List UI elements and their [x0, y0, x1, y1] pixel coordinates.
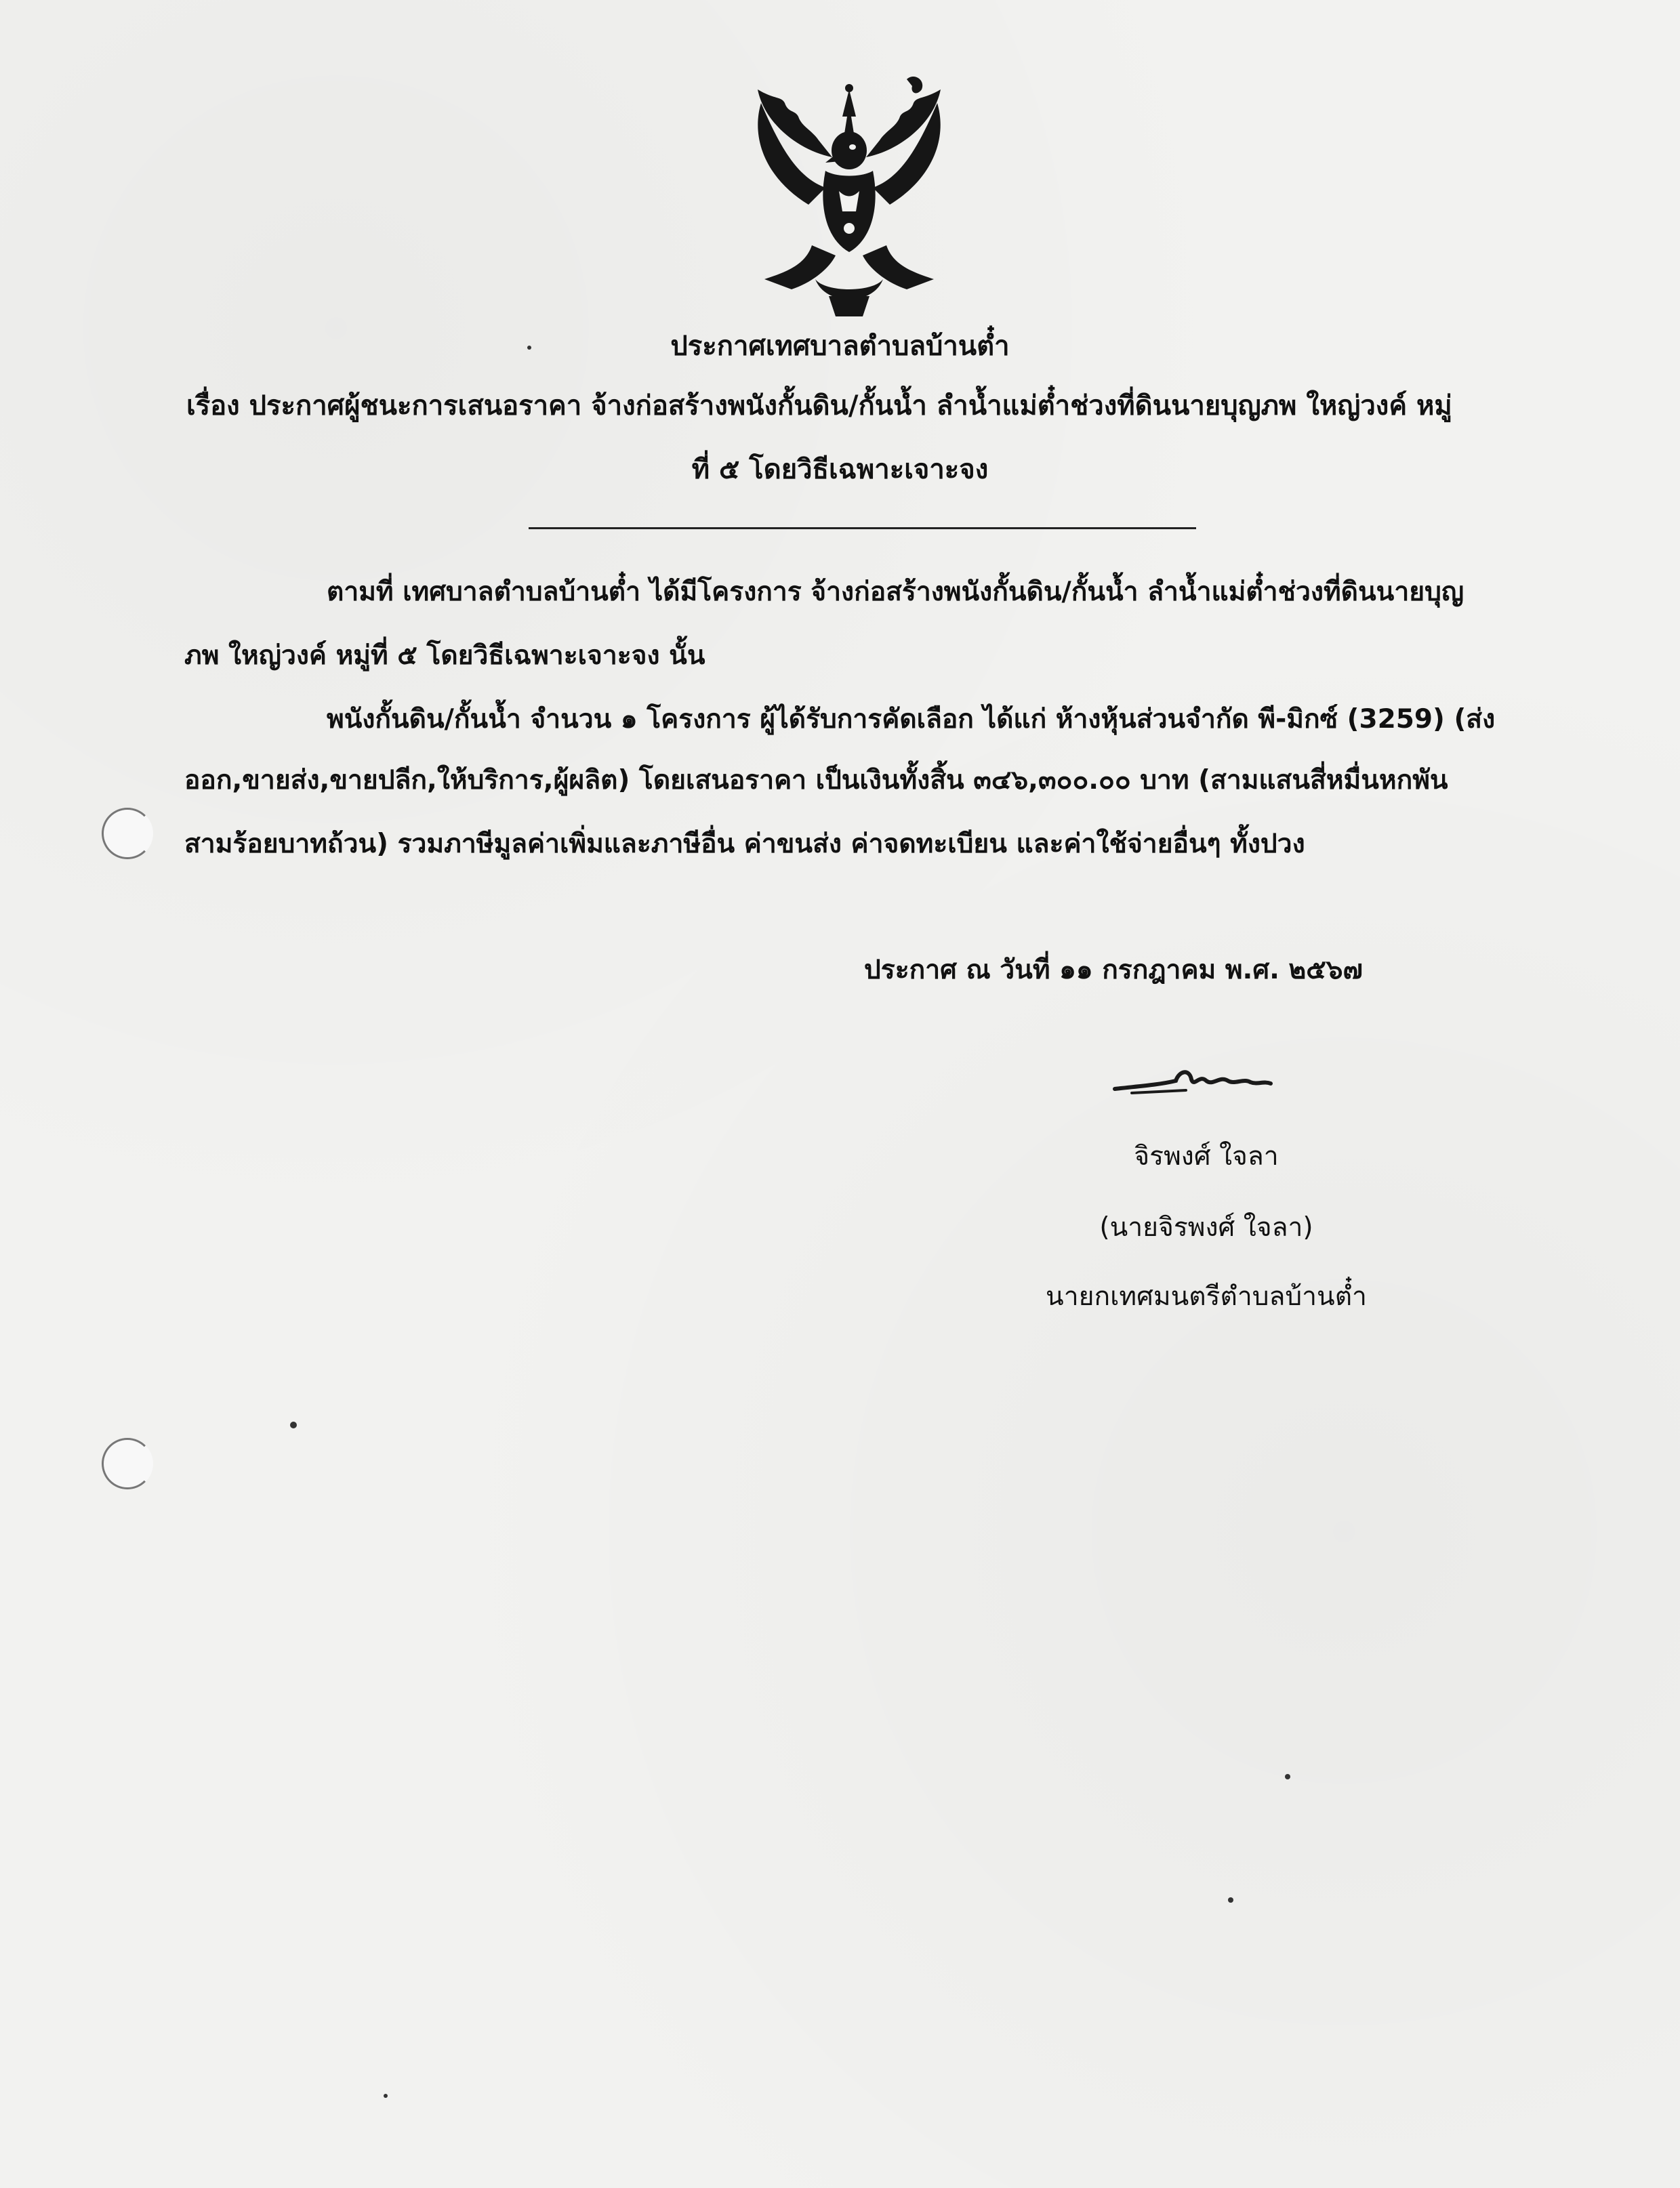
subject-line-2: ที่ ๕ โดยวิธีเฉพาะเจาะจง [691, 454, 989, 485]
signatory-name: จิรพงศ์ ใจลา [1134, 1141, 1279, 1172]
subject-line-1: เรื่อง ประกาศผู้ชนะการเสนอราคา จ้างก่อสร้างพนังกั้นดิน/กั้นน้ำ ลำน้ำแม่ต๋ำช่วงที่ดินนายบุญภพ ใหญ่วงค์ หมู่ [186, 390, 1452, 421]
title-divider [529, 527, 1196, 529]
body-paragraph-2-line-2: ออก,ขายส่ง,ขายปลีก,ให้บริการ,ผู้ผลิต) โดยเสนอราคา เป็นเงินทั้งสิ้น ๓๔๖,๓๐๐.๐๐ บาท (สามแสนสี่หมื่นหกพัน [184, 765, 1448, 796]
body-paragraph-2-line-3: สามร้อยบาทถ้วน) รวมภาษีมูลค่าเพิ่มและภาษีอื่น ค่าขนส่ง ค่าจดทะเบียน และค่าใช้จ่ายอื่นๆ ทั้งปวง [184, 829, 1305, 859]
hole-punch [102, 808, 153, 859]
signature-mark [1111, 1060, 1274, 1101]
document-title: ประกาศเทศบาลตำบลบ้านต๋ำ [670, 331, 1010, 362]
scan-speck [527, 346, 531, 350]
scan-speck [384, 2094, 388, 2098]
signatory-full-name: (นายจิรพงศ์ ใจลา) [1099, 1212, 1313, 1243]
body-paragraph-1-line-2: ภพ ใหญ่วงค์ หมู่ที่ ๕ โดยวิธีเฉพาะเจาะจง นั้น [184, 640, 705, 671]
body-paragraph-1-line-1: ตามที่ เทศบาลตำบลบ้านต๋ำ ได้มีโครงการ จ้างก่อสร้างพนังกั้นดิน/กั้นน้ำ ลำน้ำแม่ต๋ำช่วงที่ดินนายบุญ [327, 577, 1464, 607]
body-paragraph-2-line-1: พนังกั้นดิน/กั้นน้ำ จำนวน ๑ โครงการ ผู้ได้รับการคัดเลือก ได้แก่ ห้างหุ้นส่วนจำกัด พี-มิกซ์ (3259) (ส่ง [327, 704, 1496, 735]
announce-date: ประกาศ ณ วันที่ ๑๑ กรกฎาคม พ.ศ. ๒๕๖๗ [864, 955, 1363, 985]
signatory-position: นายกเทศมนตรีตำบลบ้านต๋ำ [1046, 1281, 1367, 1312]
garuda-emblem-icon [744, 76, 954, 320]
scan-speck [1228, 1897, 1233, 1903]
scan-speck [1285, 1774, 1290, 1779]
scan-speck [290, 1422, 297, 1428]
hole-punch [102, 1438, 153, 1489]
